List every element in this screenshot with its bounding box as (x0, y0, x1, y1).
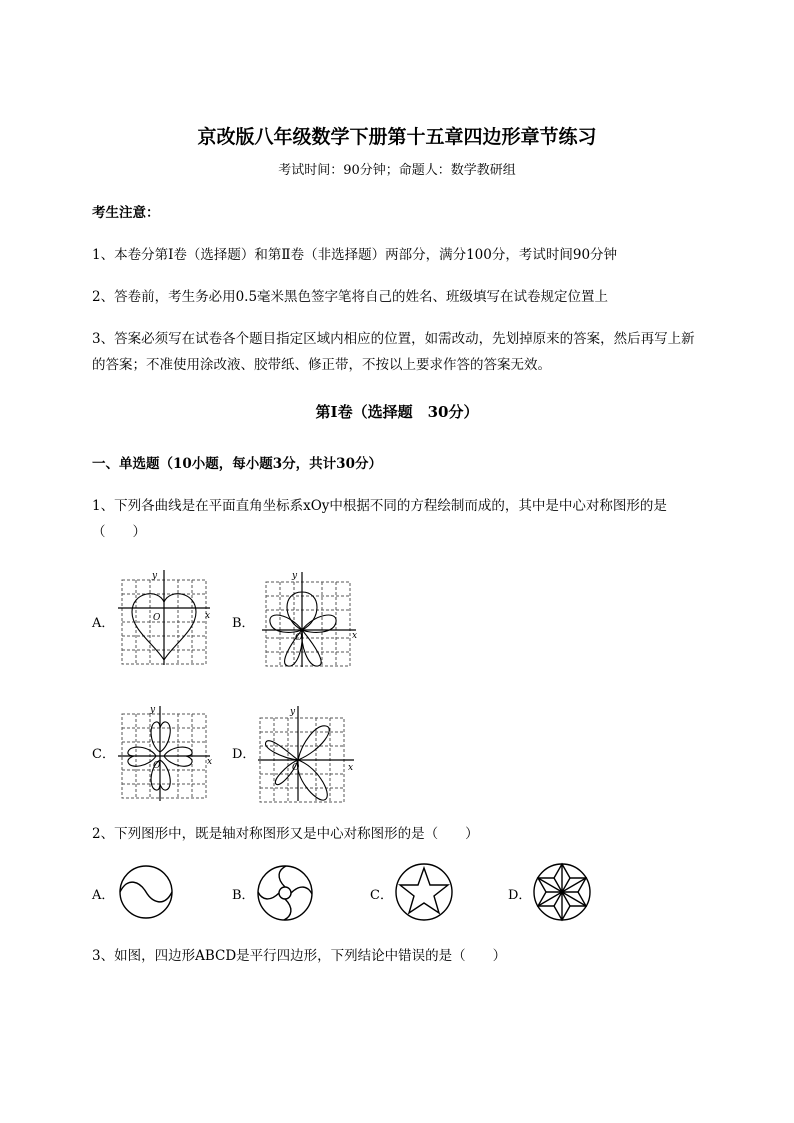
q1-d-y-label: y (290, 707, 296, 717)
q2-figure-c-star[interactable] (394, 862, 454, 922)
q1-c-y-label: y (150, 705, 156, 715)
q2-option-c-label[interactable]: C． (370, 888, 393, 903)
q2-figure-d-hexstar[interactable] (532, 862, 592, 922)
q1-option-c-label[interactable]: C． (92, 747, 115, 762)
notice-heading: 考生注意： (92, 205, 160, 221)
q1-a-y-label: y (152, 571, 158, 581)
notice-item-3: 3、答案必须写在试卷各个题目指定区域内相应的位置，如需改动，先划掉原来的答案，然后再写上新 (92, 331, 695, 347)
q1-a-origin-label: O (153, 613, 161, 623)
page-title: 京改版八年级数学下册第十五章四边形章节练习 (197, 126, 597, 148)
q1-b-origin-label: O (295, 633, 303, 643)
question-2-text: 2、下列图形中，既是轴对称图形又是中心对称图形的是（ ） (92, 826, 479, 842)
q1-option-d-label[interactable]: D． (232, 747, 256, 762)
q1-d-origin-label: O (292, 763, 300, 773)
question-1-text: 1、下列各曲线是在平面直角坐标系xOy中根据不同的方程绘制而成的，其中是中心对称图形的是 (92, 498, 667, 514)
q2-option-a-label[interactable]: A． (92, 888, 115, 903)
notice-item-2: 2、答卷前，考生务必用0.5毫米黑色签字笔将自己的姓名、班级填写在试卷规定位置上 (92, 289, 609, 305)
q1-graph-d-butterfly[interactable] (258, 706, 358, 801)
q1-b-x-label: x (352, 631, 358, 641)
q1-option-a-label[interactable]: A． (92, 616, 115, 631)
exam-info: 考试时间：90分钟；命题人：数学教研组 (278, 163, 516, 178)
q1-graph-a-heart[interactable] (118, 570, 213, 665)
question-1-paren: （ ） (92, 524, 146, 540)
part-heading: 一、单选题（10小题，每小题3分，共计30分） (92, 456, 382, 472)
q1-b-y-label: y (292, 571, 298, 581)
section-title: 第Ⅰ卷（选择题 30分） (315, 403, 479, 421)
q1-option-b-label[interactable]: B． (232, 616, 255, 631)
question-3-text: 3、如图，四边形ABCD是平行四边形，下列结论中错误的是（ ） (92, 948, 507, 964)
q2-figure-a-yinyang[interactable] (118, 864, 174, 920)
q2-option-d-label[interactable]: D． (508, 888, 532, 903)
q1-c-x-label: x (207, 757, 213, 767)
q1-d-x-label: x (348, 763, 354, 773)
q1-graph-b-flower[interactable] (262, 572, 357, 667)
notice-item-3-cont: 的答案；不准使用涂改液、胶带纸、修正带，不按以上要求作答的答案无效。 (92, 357, 551, 373)
notice-item-1: 1、本卷分第Ⅰ卷（选择题）和第Ⅱ卷（非选择题）两部分，满分100分，考试时间90分钟 (92, 247, 618, 263)
q1-c-origin-label: O (153, 761, 161, 771)
q1-graph-c-clover[interactable] (118, 706, 213, 801)
q1-a-x-label: x (205, 611, 211, 621)
q2-figure-b-swirl[interactable] (256, 864, 314, 922)
q2-option-b-label[interactable]: B． (232, 888, 255, 903)
